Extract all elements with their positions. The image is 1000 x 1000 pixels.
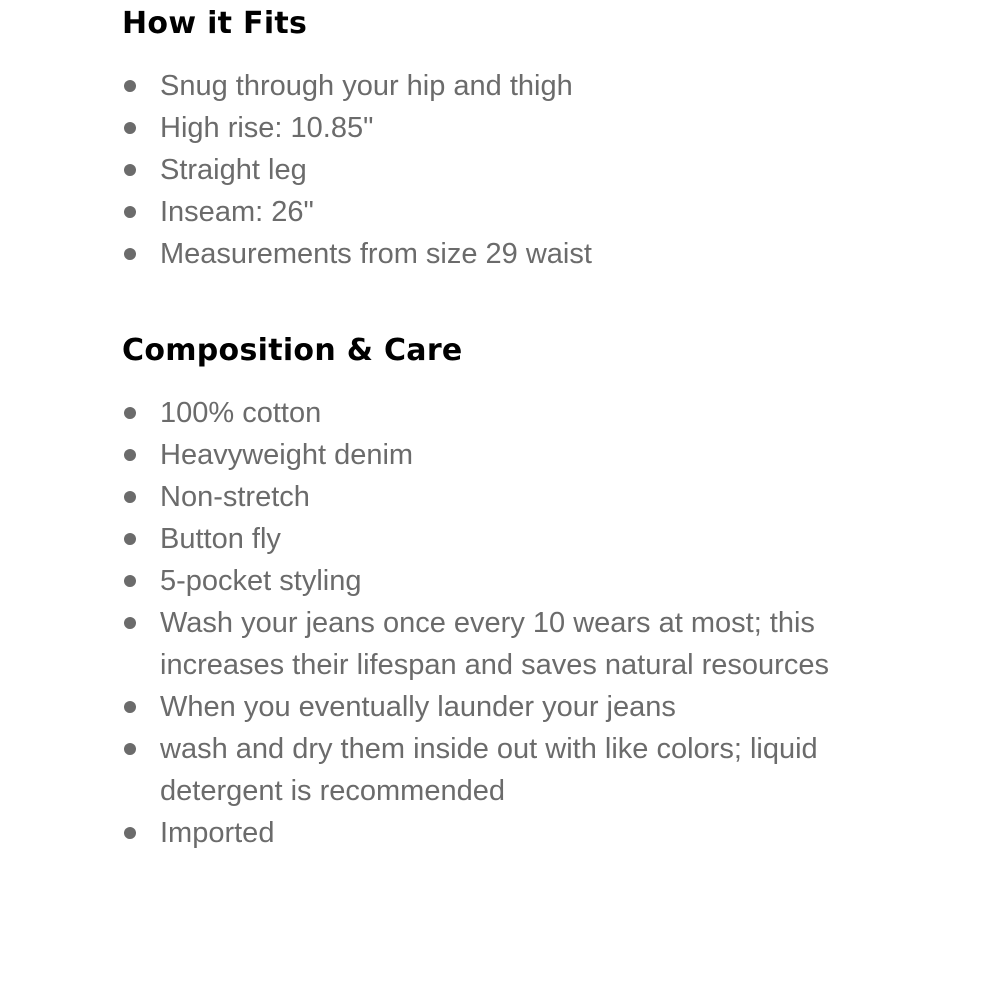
list-item: [122, 602, 840, 686]
composition-care-list: [122, 392, 922, 854]
list-item-text: Straight leg: [160, 154, 307, 186]
list-item-text: Imported: [160, 817, 275, 849]
list-item: [122, 434, 840, 476]
list-item: [122, 233, 840, 275]
bullet-icon: [124, 407, 136, 419]
list-item-text: Heavyweight denim: [160, 439, 414, 471]
list-item-text: Snug through your hip and thigh: [160, 70, 573, 102]
how-it-fits-heading: How it Fits: [122, 6, 308, 41]
bullet-icon: [124, 164, 136, 176]
list-item: [122, 65, 840, 107]
bullet-icon: [124, 743, 136, 755]
list-item-text: Button fly: [160, 523, 281, 555]
bullet-icon: [124, 449, 136, 461]
composition-care-heading: Composition & Care: [122, 333, 463, 368]
list-item: [122, 476, 840, 518]
list-item: [122, 392, 840, 434]
composition-care-section: [122, 327, 922, 854]
bullet-icon: [124, 122, 136, 134]
list-item: [122, 518, 840, 560]
list-item-text: Measurements from size 29 waist: [160, 238, 592, 270]
bullet-icon: [124, 80, 136, 92]
list-item-text: High rise: 10.85": [160, 112, 374, 144]
bullet-icon: [124, 575, 136, 587]
list-item-text: Inseam: 26": [160, 196, 314, 228]
how-it-fits-section: [122, 0, 922, 275]
bullet-icon: [124, 491, 136, 503]
bullet-icon: [124, 827, 136, 839]
list-item-text: 5-pocket styling: [160, 565, 362, 597]
list-item: [122, 686, 840, 728]
bullet-icon: [124, 248, 136, 260]
how-it-fits-list: [122, 65, 922, 275]
list-item: [122, 728, 840, 812]
bullet-icon: [124, 206, 136, 218]
list-item-text: Non-stretch: [160, 481, 310, 513]
list-item: [122, 812, 840, 854]
list-item: [122, 560, 840, 602]
list-item-text: Wash your jeans once every 10 wears at most; this increases their lifespan and saves natural resources: [160, 607, 829, 681]
list-item-text: wash and dry them inside out with like colors; liquid detergent is recommended: [160, 733, 818, 807]
product-details: [122, 0, 922, 854]
list-item-text: When you eventually launder your jeans: [160, 691, 676, 723]
bullet-icon: [124, 701, 136, 713]
list-item: [122, 149, 840, 191]
list-item-text: 100% cotton: [160, 397, 322, 429]
list-item: [122, 191, 840, 233]
bullet-icon: [124, 617, 136, 629]
bullet-icon: [124, 533, 136, 545]
list-item: [122, 107, 840, 149]
